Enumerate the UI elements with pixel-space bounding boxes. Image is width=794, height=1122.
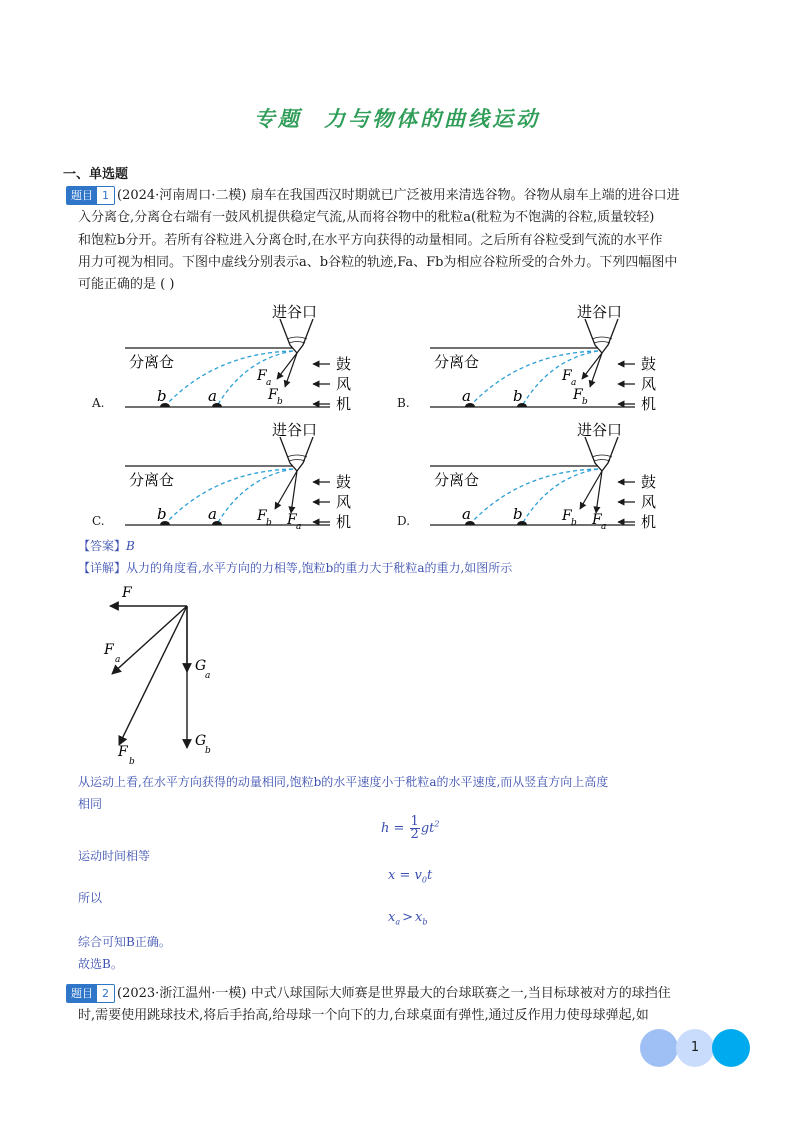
force-gb-sub: b [205,746,211,756]
option-b-chamber-label: 分离仓 [434,353,480,371]
equation-2 [388,868,432,885]
option-a-label: A. [92,396,105,410]
question-1-line-4: 用力可视为相同。下图中虚线分别表示a、b谷粒的轨迹,Fa、Fb为相应谷粒所受的合外力。下列四幅图中 [78,255,678,270]
option-d-blower-label-0: 鼓 [641,473,657,491]
option-b-force-a-sub: a [571,378,577,388]
detail-line-6: 综合可知B正确。 [78,935,171,949]
force-fa-sub: a [115,655,121,665]
eq3-gt: > [402,910,414,925]
force-fb-sub: b [129,757,135,767]
question-1-line-5: 可能正确的是 ( ) [78,277,175,292]
detail-line-4: 运动时间相等 [78,849,151,863]
question-1-line-2: 入分离仓,分离仓右端有一鼓风机提供稳定气流,从而将谷物中的秕粒a(秕粒为不饱满的谷粒,质量较轻) [78,210,655,225]
option-d-inlet-label: 进谷口 [577,421,623,439]
option-c-blower-label-1: 风 [336,493,352,511]
detail-line-1 [78,558,512,578]
question-tag-label: 题目 [67,187,97,204]
question-number: 1 [97,187,114,204]
option-a-force-b-sub: b [277,397,283,407]
option-b-blower-label-0: 鼓 [641,355,657,373]
badge-dot-left [640,1029,678,1067]
option-a-inlet-label: 进谷口 [272,303,318,321]
option-c-label: C. [92,514,105,528]
option-b-label: B. [397,396,410,410]
option-d-label: D. [397,514,411,528]
option-c-label-near: a [208,505,217,523]
eq3-sub1: a [395,917,401,927]
equation-1-exponent: 2 [434,819,440,829]
option-a-blower-label-0: 鼓 [336,355,352,373]
question-2-tag [66,984,115,1003]
equation-2-t: t [426,868,433,883]
detail-text: 从力的角度看,水平方向的力相等,饱粒b的重力大于秕粒a的重力,如图所示 [126,561,513,575]
option-b-label-far: a [462,387,471,405]
question-1-line-3: 和饱粒b分开。若所有谷粒进入分离仓时,在水平方向获得的动量相同。之后所有谷粒受到气流的水平作 [78,233,663,248]
force-gb-label: G [195,733,207,749]
question-2-line-2: 时,需要使用跳球技术,将后手抬高,给母球一个向下的力,台球桌面有弹性,通过反作用力使母球弹起,如 [78,1008,649,1023]
option-d-chamber-label: 分离仓 [434,471,480,489]
fraction [410,816,420,841]
option-d-force-b-label: F [562,508,572,524]
option-b-blower-label-1: 风 [641,375,657,393]
equation-3 [388,910,428,927]
option-c-inlet-label: 进谷口 [272,421,318,439]
badge-dot-right [712,1029,750,1067]
answer-label: 【答案】 [78,539,127,553]
option-d-blower-label-2: 机 [641,513,657,531]
equation-2-main: x = v [388,868,422,883]
option-a-force-a-arrow [277,353,297,379]
option-b-force-b-label: F [573,387,583,403]
option-a-label-far: b [157,387,167,405]
force-fb-label: F [118,744,128,760]
detail-line-2: 从运动上看,在水平方向获得的动量相同,饱粒b的水平速度小于秕粒a的水平速度,而从竖直方向上高度 [78,775,609,789]
page-number-badge [640,1029,752,1069]
option-d-blower-label-1: 风 [641,493,657,511]
force-fb-arrow [119,606,187,745]
option-b-blower-label-2: 机 [641,395,657,413]
eq3-x2: x [415,910,423,925]
option-a-blower-label-2: 机 [336,395,352,413]
question-1-line-1 [66,185,680,207]
question-number: 2 [97,985,114,1002]
fraction-denominator: 2 [410,827,419,842]
question-2-line-1 [66,983,671,1005]
option-a-blower-label-1: 风 [336,375,352,393]
option-d-label-near: b [513,505,523,523]
equation-2-sub: 0 [421,875,427,885]
force-ga-sub: a [205,671,211,681]
answer-line [78,536,135,556]
option-c-label-far: b [157,505,167,523]
question-tag-label: 题目 [67,985,97,1002]
option-c-force-a-sub: a [296,522,302,532]
answer-value: B [126,539,135,553]
option-b-force-a-label: F [562,368,572,384]
page-title: 专题 力与物体的曲线运动 [253,107,541,131]
option-d-label-far: a [462,505,471,523]
force-fa-label: F [104,642,114,658]
equation-1 [381,816,439,841]
option-c-trajectory-far [165,469,293,524]
force-f-label: F [122,585,132,601]
question-text: (2024·河南周口·二模) 扇车在我国西汉时期就已广泛被用来清选谷物。谷物从扇车上端的进谷口进 [117,188,680,203]
force-ga-label: G [195,658,207,674]
option-d-force-b-sub: b [571,518,577,528]
fraction-numerator: 1 [410,814,419,829]
option-d-trajectory-far [470,469,598,524]
eq3-sub2: b [422,917,428,927]
option-b-inlet-label: 进谷口 [577,303,623,321]
option-d-force-a-sub: a [601,522,607,532]
option-c-chamber-label: 分离仓 [129,471,175,489]
option-b-force-b-sub: b [582,397,588,407]
page-number: 1 [676,1029,714,1067]
option-b-force-b-arrow [590,353,602,387]
option-a-label-near: a [208,387,217,405]
option-b-force-a-arrow [582,353,602,379]
detail-line-3: 相同 [78,797,103,811]
eq3-x1: x [388,910,396,925]
detail-line-7: 故选B。 [78,957,123,971]
option-c-force-b-sub: b [266,518,272,528]
option-d-force-a-label: F [592,512,602,528]
detail-label: 【详解】 [78,561,127,575]
detail-line-5: 所以 [78,891,103,905]
equation-1-rhs: gt [420,821,435,836]
option-a-chamber-label: 分离仓 [129,353,175,371]
option-a-force-a-sub: a [266,378,272,388]
option-a-force-a-label: F [257,368,267,384]
option-b-label-near: b [513,387,523,405]
question-text: (2023·浙江温州·一模) 中式八球国际大师赛是世界最大的台球联赛之一,当目标球被对方的球挡住 [117,986,671,1001]
force-diagram [90,580,260,770]
option-c-blower-label-0: 鼓 [336,473,352,491]
equation-1-lhs: h = [381,821,405,836]
force-fa-arrow [112,606,187,674]
option-a-force-b-label: F [268,387,278,403]
section-heading: 一、单选题 [63,167,129,182]
option-a-force-b-arrow [285,353,297,387]
option-c-blower-label-2: 机 [336,513,352,531]
option-c-force-b-label: F [257,508,267,524]
option-diagrams [0,295,794,535]
question-1-tag [66,186,115,205]
option-c-force-a-label: F [287,512,297,528]
